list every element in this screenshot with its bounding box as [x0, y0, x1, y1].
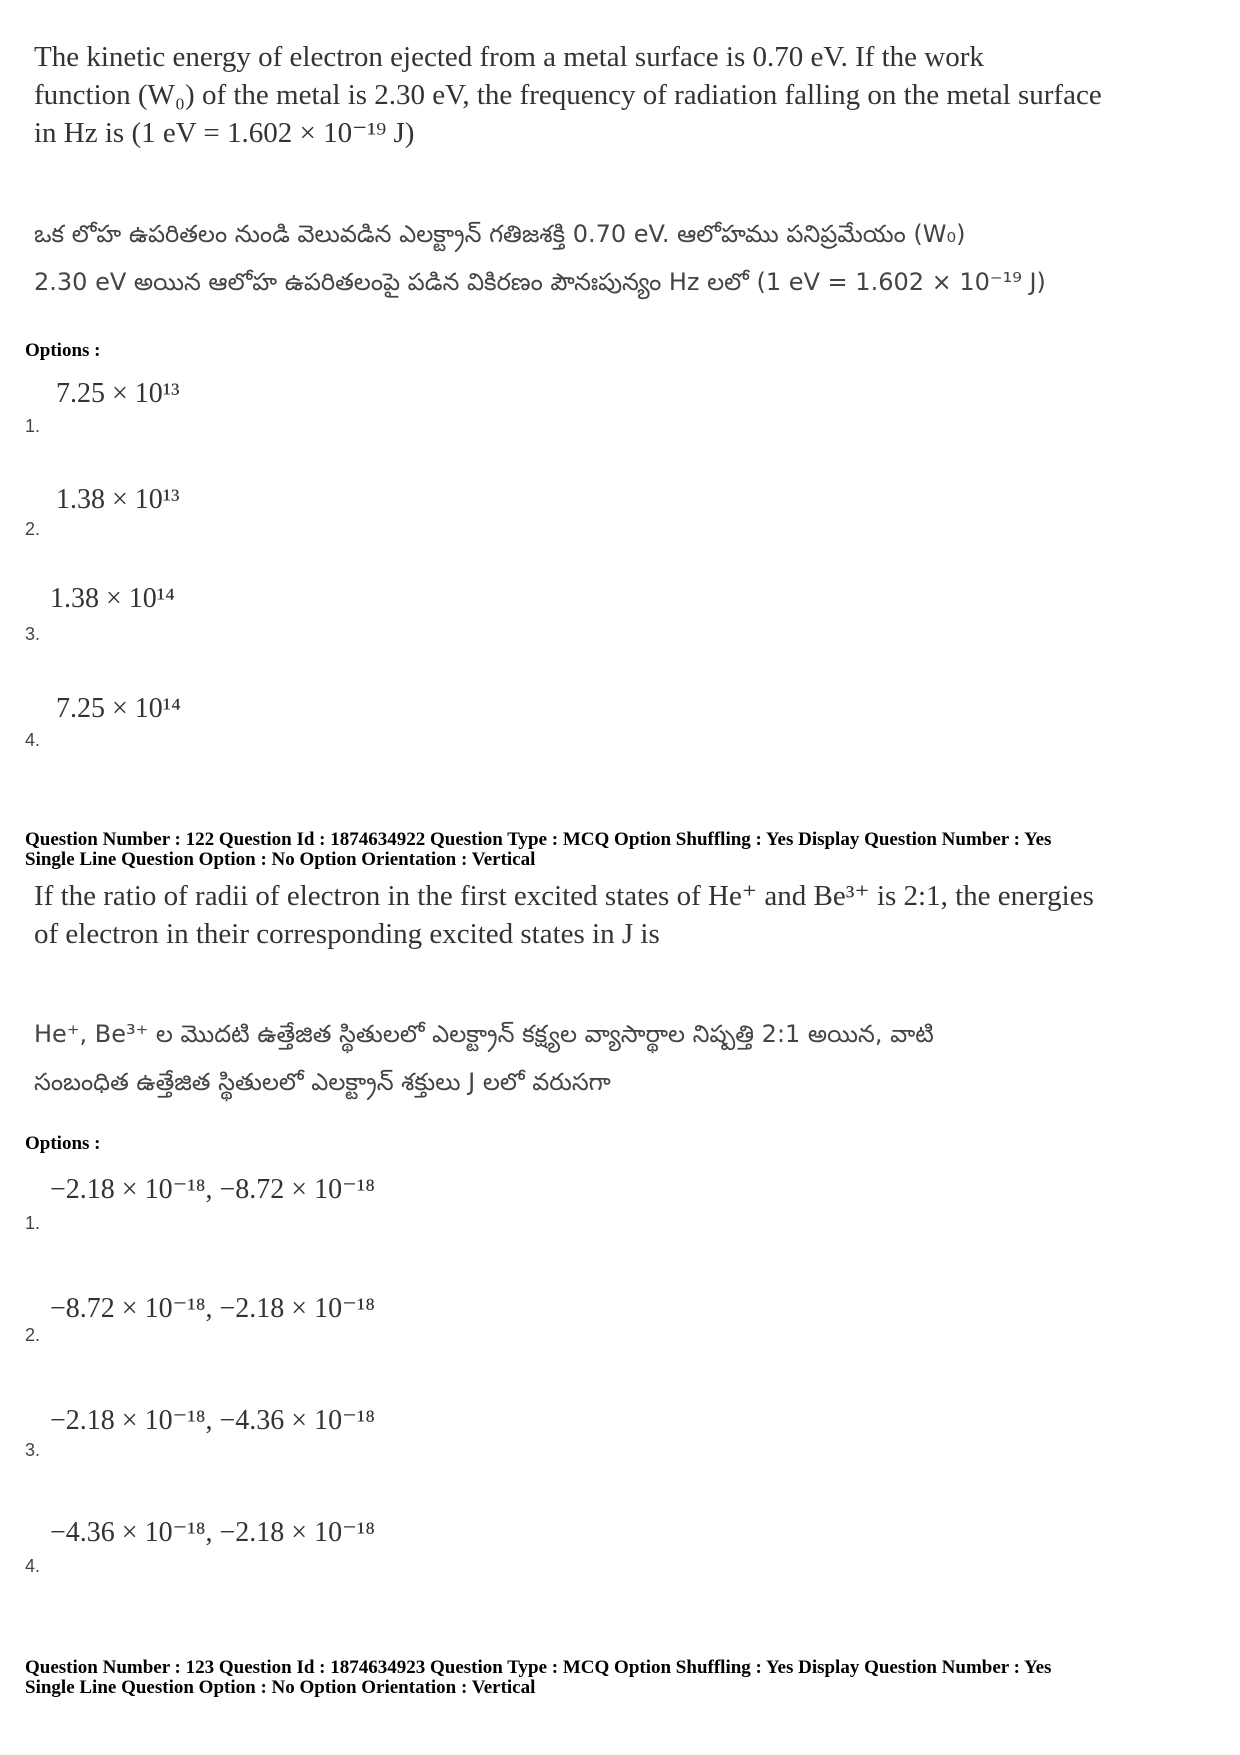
q121-option-3-value[interactable]: 1.38 × 10¹⁴: [50, 583, 175, 614]
q122-option-4-value[interactable]: −4.36 × 10⁻¹⁸, −2.18 × 10⁻¹⁸: [50, 1517, 376, 1548]
q121-option-2-number: 2.: [25, 519, 41, 539]
q122-meta-line-2: Single Line Question Option : No Option Orientation : Vertical: [25, 849, 536, 870]
q122-telugu-line-2: సంబంధిత ఉత్తేజిత స్థితులలో ఎలక్ట్రాన్ శక్తులు J లలో వరుసగా: [34, 1068, 611, 1096]
q122-option-3-value[interactable]: −2.18 × 10⁻¹⁸, −4.36 × 10⁻¹⁸: [50, 1405, 376, 1436]
q121-english-line-2: function (W₀) of the metal is 2.30 eV, the frequency of radiation falling on the metal surface: [34, 79, 1102, 111]
q123-meta-line-1: Question Number : 123 Question Id : 1874634923 Question Type : MCQ Option Shuffling : Yes Display Question Number : Yes: [25, 1657, 1052, 1678]
q121-option-1-number: 1.: [25, 416, 41, 436]
q122-option-2-number: 2.: [25, 1325, 41, 1345]
q122-option-3-number: 3.: [25, 1440, 41, 1460]
q122-english-line-2: of electron in their corresponding excited states in J is: [34, 918, 660, 950]
q121-option-2-value[interactable]: 1.38 × 10¹³: [56, 484, 180, 515]
q121-telugu-line-1: ఒక లోహ ఉపరితలం నుండి వెలువడిన ఎలక్ట్రాన్ గతిజశక్తి 0.70 eV. ఆలోహము పనిప్రమేయం (W₀): [34, 220, 966, 248]
q122-english-line-1: If the ratio of radii of electron in the first excited states of He⁺ and Be³⁺ is 2:1, the energies: [34, 880, 1094, 912]
q121-telugu-line-2: 2.30 eV అయిన ఆలోహ ఉపరితలంపై పడిన వికిరణం పౌనఃపున్యం Hz లలో (1 eV = 1.602 × 10⁻¹⁹ J): [34, 268, 1046, 296]
q121-english-line-3: in Hz is (1 eV = 1.602 × 10⁻¹⁹ J): [34, 117, 415, 149]
q121-option-4-value[interactable]: 7.25 × 10¹⁴: [56, 693, 181, 724]
q123-meta-line-2: Single Line Question Option : No Option Orientation : Vertical: [25, 1677, 536, 1698]
q121-option-4-number: 4.: [25, 730, 41, 750]
q122-option-2-value[interactable]: −8.72 × 10⁻¹⁸, −2.18 × 10⁻¹⁸: [50, 1293, 376, 1324]
q122-options-label: Options :: [25, 1133, 101, 1154]
q121-english-line-1: The kinetic energy of electron ejected from a metal surface is 0.70 eV. If the work: [34, 41, 984, 73]
q122-meta-line-1: Question Number : 122 Question Id : 1874634922 Question Type : MCQ Option Shuffling : Yes Display Question Number : Yes: [25, 829, 1052, 850]
q122-telugu-line-1: He⁺, Be³⁺ ల మొదటి ఉత్తేజిత స్థితులలో ఎలక్ట్రాన్ కక్ష్యల వ్యాసార్థాల నిష్పత్తి 2:1 అయిన, వాటి: [34, 1020, 934, 1048]
q122-option-4-number: 4.: [25, 1556, 41, 1576]
q121-option-3-number: 3.: [25, 624, 41, 644]
q121-option-1-value[interactable]: 7.25 × 10¹³: [56, 378, 180, 409]
q121-options-label: Options :: [25, 340, 101, 361]
q122-option-1-value[interactable]: −2.18 × 10⁻¹⁸, −8.72 × 10⁻¹⁸: [50, 1174, 376, 1205]
q122-option-1-number: 1.: [25, 1213, 41, 1233]
